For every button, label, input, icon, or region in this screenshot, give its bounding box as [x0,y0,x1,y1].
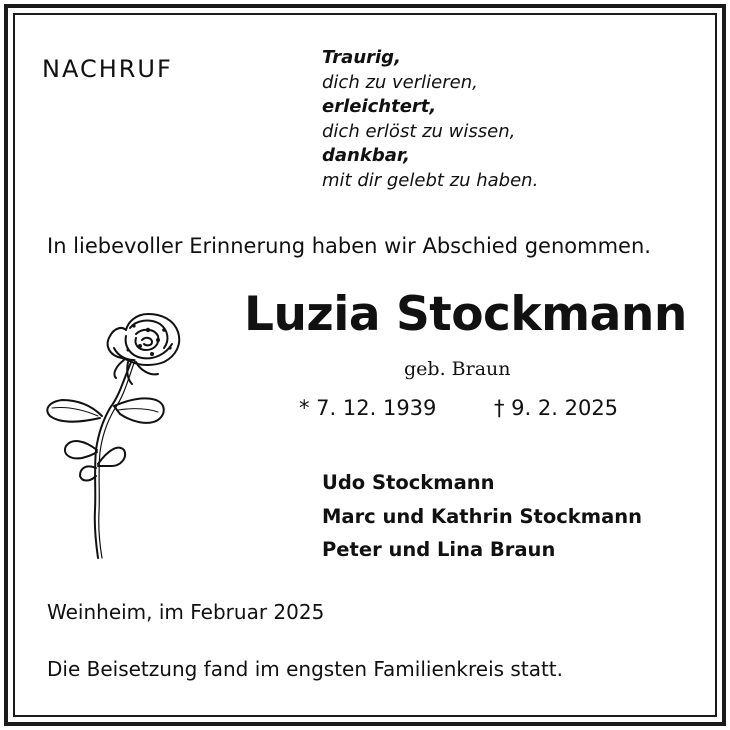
poem-line: Traurig, [322,47,401,68]
mourner-name: Marc und Kathrin Stockmann [322,504,643,528]
rose-icon [40,300,200,562]
poem-line: dankbar, [322,145,410,166]
poem [322,46,538,193]
maiden-name: geb. Braun [404,358,511,380]
place-date: Weinheim, im Februar 2025 [47,600,325,624]
birth-date: * 7. 12. 1939 [299,396,437,420]
mourner-name: Peter und Lina Braun [322,538,556,561]
mourners-list [322,466,642,567]
memory-line: In liebevoller Erinnerung haben wir Abschied genommen. [47,234,651,258]
poem-line: erleichtert, [322,96,437,117]
notice-heading: NACHRUF [42,55,173,83]
poem-line: dich zu verlieren, [322,71,478,93]
poem-line: dich erlöst zu wissen, [322,120,516,142]
burial-note: Die Beisetzung fand im engsten Familienkreis statt. [47,657,563,681]
deceased-name: Luzia Stockmann [244,287,687,342]
poem-line: mit dir gelebt zu haben. [322,169,539,191]
mourner-name: Udo Stockmann [322,471,495,494]
death-date: † 9. 2. 2025 [494,396,619,420]
